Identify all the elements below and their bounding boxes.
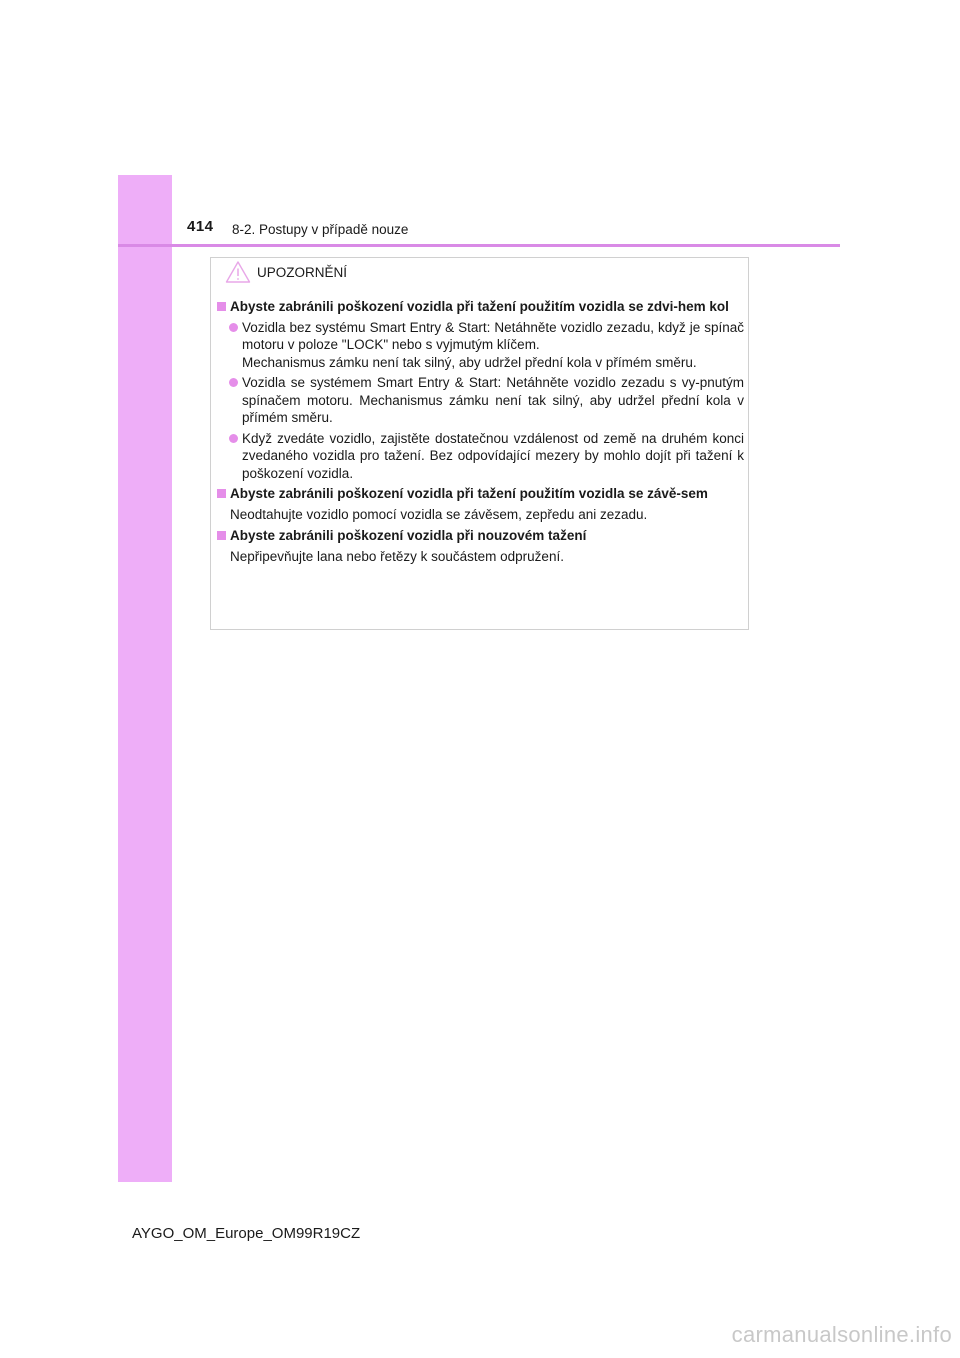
warning-header [225, 260, 347, 284]
warning-heading: Abyste zabránili poškození vozidla při nouzovém tažení [217, 527, 744, 545]
square-bullet-icon [217, 302, 226, 311]
page-number: 414 [187, 218, 214, 235]
header-divider [118, 244, 840, 247]
round-bullet-icon [229, 434, 238, 443]
warning-box [210, 257, 749, 630]
warning-text: Nepřipevňujte lana nebo řetězy k součástem odpružení. [230, 548, 564, 564]
warning-triangle-icon [225, 260, 251, 284]
chapter-sidebar-tab [118, 175, 172, 1182]
round-bullet-icon [229, 323, 238, 332]
warning-bullet: Když zvedáte vozidlo, zajistěte dostatečnou vzdálenost od země na druhém konci zvedaného vozidla pro tažení. Bez odpovídající mezery by mohlo dojít při tažení k poškození vozidla. [217, 430, 744, 483]
square-bullet-icon [217, 531, 226, 540]
warning-bullet: Vozidla se systémem Smart Entry & Start: Netáhněte vozidlo zezadu s vy-pnutým spínačem motoru. Mechanismus zámku není tak silný, aby udržel přední kola v přímém směru. [217, 374, 744, 427]
section-title: 8-2. Postupy v případě nouze [232, 222, 409, 237]
document-code: AYGO_OM_Europe_OM99R19CZ [132, 1225, 361, 1242]
warning-label: UPOZORNĚNÍ [257, 264, 348, 280]
warning-content [217, 298, 744, 569]
warning-heading: Abyste zabránili poškození vozidla při tažení použitím vozidla se zdvi-hem kol [217, 298, 744, 316]
watermark: carmanualsonline.info [731, 1322, 952, 1347]
round-bullet-icon [229, 378, 238, 387]
square-bullet-icon [217, 489, 226, 498]
warning-bullet: Vozidla bez systému Smart Entry & Start: Netáhněte vozidlo zezadu, když je spínač motoru v poloze "LOCK" nebo s vyjmutým klíčem. Mechanismus zámku není tak silný, aby udržel přední kola v přímém směru. [217, 319, 744, 372]
warning-heading: Abyste zabránili poškození vozidla při tažení použitím vozidla se závě-sem [217, 485, 744, 503]
warning-text: Neodtahujte vozidlo pomocí vozidla se závěsem, zepředu ani zezadu. [230, 506, 648, 522]
